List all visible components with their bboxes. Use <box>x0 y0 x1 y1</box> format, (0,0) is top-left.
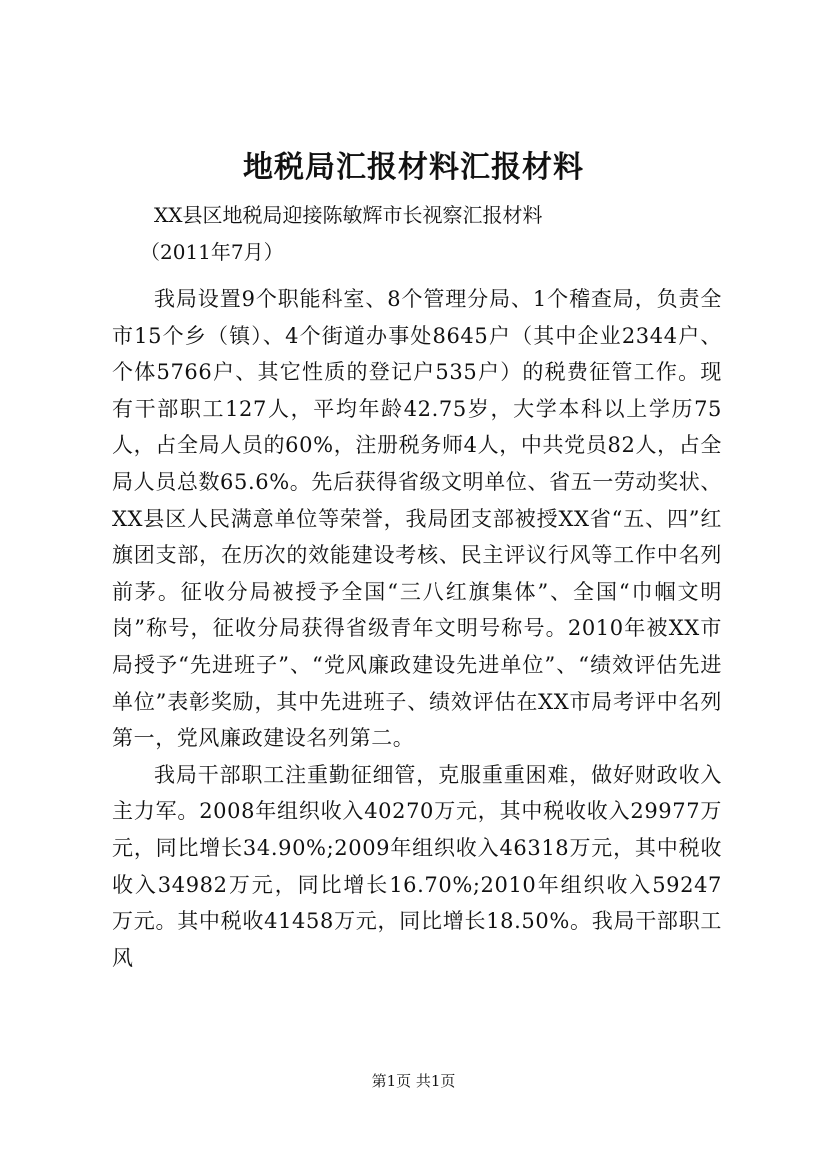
page-footer: 第1页 共1页 <box>371 1072 456 1090</box>
paragraph-1: 我局设置9个职能科室、8个管理分局、1个稽查局，负责全市15个乡（镇）、4个街道办事处8645户（其中企业2344户、个体5766户、其它性质的登记户535户）的税费征管工作。现有干部职工127人，平均年龄42.75岁，大学本科以上学历75人，占全局人员的60%，注册税务师4人，中共党员82人，占全局人员总数65.6%。先后获得省级文明单位、省五一劳动奖状、XX县区人民满意单位等荣誉，我局团支部被授XX省“五、四”红旗团支部，在历次的效能建设考核、民主评议行风等工作中名列前茅。征收分局被授予全国“三八红旗集体”、全国“巾帼文明岗”称号，征收分局获得省级青年文明号称号。2010年被XX市局授予“先进班子”、“党风廉政建设先进单位”、“绩效评估先进单位”表彰奖励，其中先进班子、绩效评估在XX市局考评中名列第一，党风廉政建设名列第二。 <box>112 287 722 751</box>
document-body <box>112 281 722 976</box>
document-date: （2011年7月） <box>140 240 284 264</box>
document-subtitle: XX县区地税局迎接陈敏辉市长视察汇报材料 <box>154 203 543 227</box>
document-title: 地税局汇报材料汇报材料 <box>243 150 584 185</box>
paragraph-2: 我局干部职工注重勤征细管，克服重重困难，做好财政收入主力军。2008年组织收入40270万元，其中税收收入29977万元，同比增长34.90%;2009年组织收入46318万元，其中税收收入34982万元，同比增长16.70%;2010年组织收入59247万元。其中税收41458万元，同比增长18.50%。我局干部职工风 <box>112 762 722 970</box>
